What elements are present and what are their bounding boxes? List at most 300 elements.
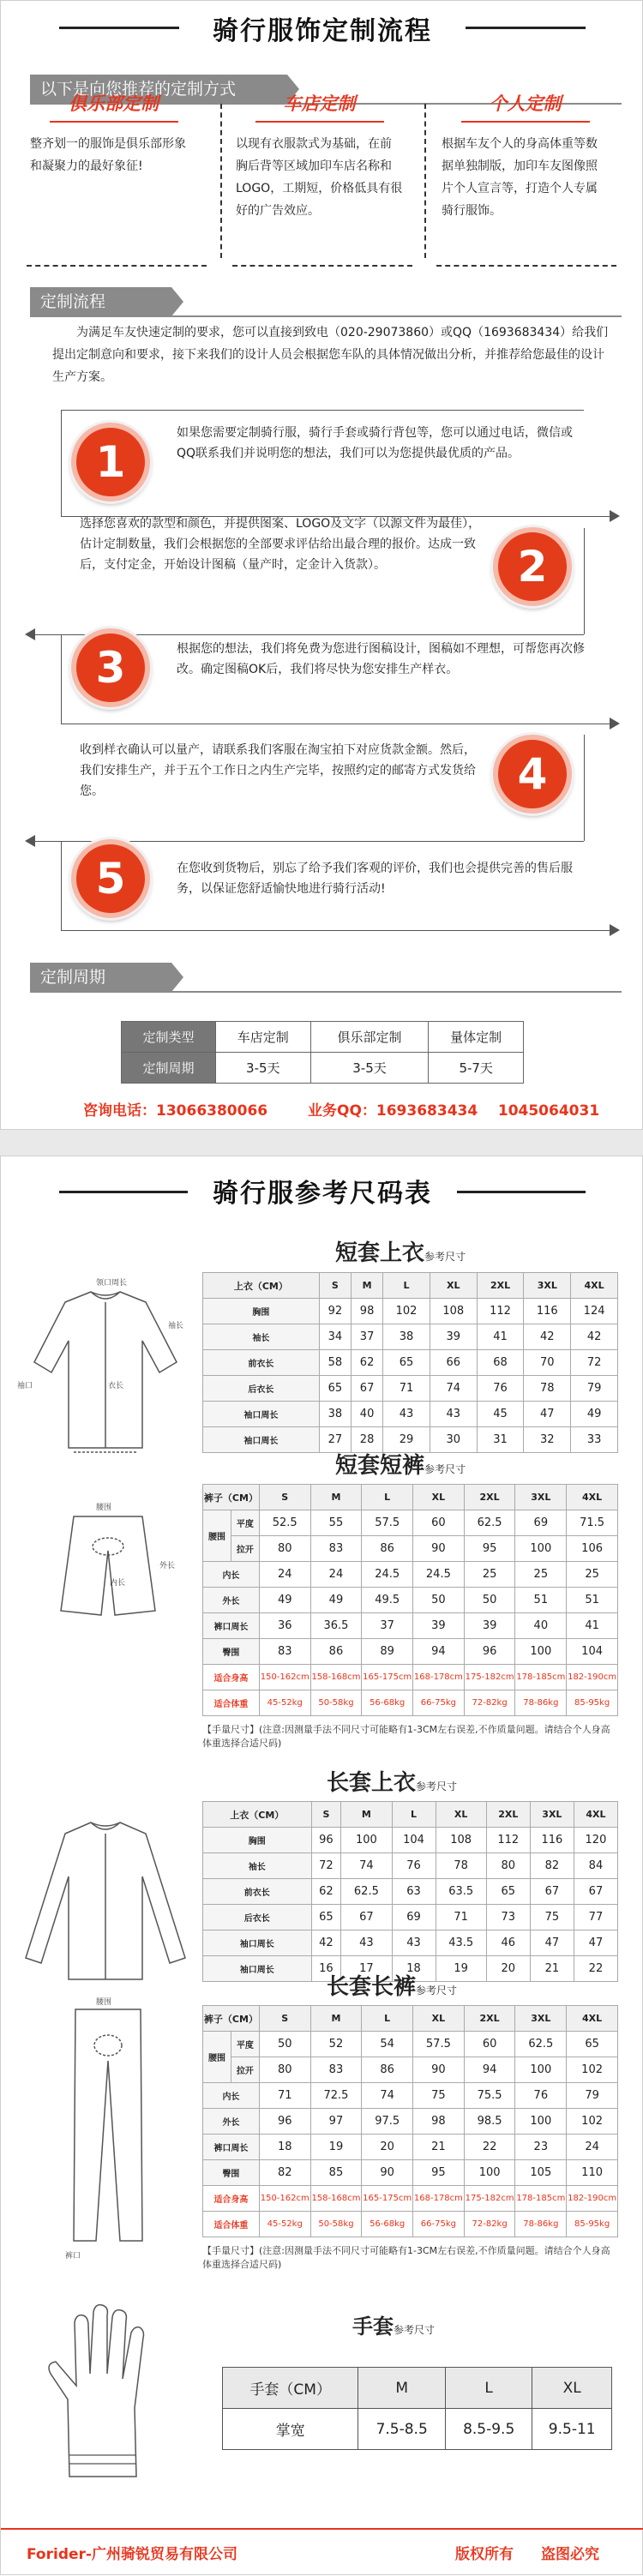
method-club-title: 俱乐部定制 <box>69 93 159 114</box>
table-cell: L <box>445 2368 532 2409</box>
table-header-cell: 上衣（CM） <box>203 1802 312 1828</box>
row-label: 臀围 <box>203 1639 260 1665</box>
title-line-left <box>59 1191 188 1193</box>
table-header-cell: L <box>383 1273 430 1299</box>
table-cell: 66 <box>430 1350 477 1376</box>
flow-banner-text: 定制流程 <box>40 292 106 311</box>
table-cell: 62.5 <box>515 2032 567 2057</box>
banner-tip <box>171 963 183 992</box>
table-cell: 65 <box>319 1376 351 1402</box>
table-cell: 19 <box>436 1956 486 1982</box>
table-cell: 47 <box>574 1930 617 1956</box>
table-cell: 102 <box>567 2109 618 2135</box>
table-cell: 36.5 <box>310 1613 362 1639</box>
table-cell: 43.5 <box>436 1930 486 1956</box>
diagram-label: 袖口 <box>17 1382 33 1390</box>
table-cell: 39 <box>413 1613 465 1639</box>
size-table-short-pants <box>202 1484 618 1716</box>
diagram-label: 袖长 <box>168 1322 184 1330</box>
table-cell: 100 <box>515 1536 567 1562</box>
fit-row <box>203 2212 618 2237</box>
table-cell: 165-175cm <box>362 2186 413 2212</box>
step-5-text: 在您收到货物后，别忘了给予我们客观的评价，我们也会提供完善的售后服务，以保证您舒适愉快地进行骑行活动! <box>177 862 573 896</box>
row-label: 后衣长 <box>203 1905 312 1930</box>
table-cell: 41 <box>567 1613 618 1639</box>
table-cell: 80 <box>259 1536 310 1562</box>
table-cell: 3-5天 <box>216 1053 311 1084</box>
table-cell: 21 <box>530 1956 574 1982</box>
table-title: 短套上衣 <box>335 1240 425 1266</box>
table-cell: 102 <box>567 2057 618 2083</box>
table-header-cell: 3XL <box>524 1273 571 1299</box>
table-cell: 18 <box>259 2135 310 2160</box>
table-header-cell: 3XL <box>515 1485 567 1510</box>
dash-divider <box>220 104 222 258</box>
table-cell: 适合体重 <box>203 2212 260 2237</box>
table-cell: 43 <box>430 1402 477 1427</box>
table-cell: 97.5 <box>362 2109 413 2135</box>
period-table <box>121 1021 524 1084</box>
table-cell: 24.5 <box>413 1562 465 1588</box>
table-cell: M <box>358 2368 446 2409</box>
step-4-badge <box>493 735 572 814</box>
dash-divider <box>436 265 616 267</box>
table-header-cell: 3XL <box>515 2006 567 2032</box>
table-row <box>203 1376 618 1402</box>
table-header-cell: S <box>311 1802 341 1828</box>
table-cell: 94 <box>413 1639 465 1665</box>
table-cell: 43 <box>392 1930 436 1956</box>
table-cell: 9.5-11 <box>532 2409 612 2450</box>
table-cell: 80 <box>259 2057 310 2083</box>
table-cell: 168-178cm <box>413 2186 465 2212</box>
table-cell: 82 <box>530 1853 574 1879</box>
glove-title: 手套 <box>352 2315 394 2339</box>
table-cell: 108 <box>430 1299 477 1324</box>
table-cell: 40 <box>515 1613 567 1639</box>
table-cell: 65 <box>383 1350 430 1376</box>
table-cell: 100 <box>464 2160 515 2186</box>
table-header-cell: XL <box>413 1485 465 1510</box>
table-row <box>203 1879 618 1905</box>
table-cell: 100 <box>515 2109 567 2135</box>
table-row <box>203 1930 618 1956</box>
table-cell: 18 <box>392 1956 436 1982</box>
table-row <box>203 1639 618 1665</box>
diagram-label: 裤口 <box>65 2252 81 2261</box>
table-header-cell: XL <box>430 1273 477 1299</box>
table-row <box>203 1613 618 1639</box>
table-cell: 72-82kg <box>464 2212 515 2237</box>
table-cell: 22 <box>574 1956 617 1982</box>
table-cell: 54 <box>362 2032 413 2057</box>
table-cell: 38 <box>383 1324 430 1350</box>
row-label: 裤口周长 <box>203 1613 260 1639</box>
arrow-icon <box>610 510 620 522</box>
row-label: 裤口周长 <box>203 2135 260 2160</box>
table-cell: 98.5 <box>464 2109 515 2135</box>
table-header-cell: L <box>362 1485 413 1510</box>
table-cell: 94 <box>464 2057 515 2083</box>
table-cell: 65 <box>486 1879 530 1905</box>
table-cell: 8.5-9.5 <box>445 2409 532 2450</box>
table-cell: 75 <box>530 1905 574 1930</box>
table-header-cell: 2XL <box>464 1485 515 1510</box>
table-cell: 60 <box>413 1510 465 1536</box>
table-cell: 60 <box>464 2032 515 2057</box>
process-title: 骑行服饰定制流程 <box>213 16 432 46</box>
arrow-icon <box>610 924 620 936</box>
table-header-cell: L <box>392 1802 436 1828</box>
diagram-label: 衣长 <box>108 1382 124 1390</box>
process-section <box>0 0 643 1130</box>
table-cell: 67 <box>341 1905 392 1930</box>
table-header-cell: 裤子（CM） <box>203 2006 260 2032</box>
table-cell: 158-168cm <box>310 1665 362 1690</box>
footer-company: Forider-广州骑锐贸易有限公司 <box>27 2546 237 2563</box>
period-banner-text: 定制周期 <box>40 968 106 987</box>
table-header-cell: S <box>259 2006 310 2032</box>
footer-warning: 盗图必究 <box>541 2546 599 2563</box>
table-cell: 106 <box>567 1536 618 1562</box>
table-cell: 98 <box>351 1299 382 1324</box>
table-header-row <box>203 1273 618 1299</box>
table-cell: 49 <box>571 1402 618 1427</box>
dash-divider <box>27 265 207 267</box>
table-cell: 21 <box>413 2135 465 2160</box>
table-cell: 38 <box>319 1402 351 1427</box>
row-group-label: 腰围 <box>203 1510 231 1562</box>
table-cell: 84 <box>574 1853 617 1879</box>
table-cell: 19 <box>310 2135 362 2160</box>
table-cell: 7.5-8.5 <box>358 2409 446 2450</box>
table-cell: 158-168cm <box>310 2186 362 2212</box>
table-row <box>203 1402 618 1427</box>
table-cell: 71 <box>259 2083 310 2109</box>
table-cell: 100 <box>515 2057 567 2083</box>
table-cell: 45 <box>477 1402 524 1427</box>
table-cell: 72.5 <box>310 2083 362 2109</box>
table-cell: 45-52kg <box>259 2212 310 2237</box>
long-jersey-drawing <box>26 1822 185 1979</box>
table-cell: 86 <box>362 2057 413 2083</box>
step-line <box>584 735 585 841</box>
step-2-number: 2 <box>517 542 548 591</box>
table-cell: 24 <box>259 1562 310 1588</box>
table-cell: 车店定制 <box>216 1022 311 1053</box>
step-line <box>61 410 584 411</box>
table-cell: 82 <box>259 2160 310 2186</box>
table-cell: 49 <box>259 1588 310 1613</box>
diagram-label: 腰围 <box>96 1998 112 2007</box>
shorts-drawing <box>61 1516 155 1615</box>
table-heading <box>327 1765 457 1797</box>
arrow-icon <box>25 835 35 847</box>
table-cell: 适合体重 <box>203 1690 260 1716</box>
table-cell: 83 <box>310 1536 362 1562</box>
row-label: 内长 <box>203 2083 260 2109</box>
table-cell: 120 <box>574 1828 617 1853</box>
step-1-number: 1 <box>95 437 126 487</box>
table-cell: 62 <box>351 1350 382 1376</box>
table-cell: 33 <box>571 1427 618 1453</box>
table-row <box>203 1536 618 1562</box>
table-cell: 50 <box>464 1588 515 1613</box>
table-cell: 25 <box>567 1562 618 1588</box>
table-row <box>203 1350 618 1376</box>
step-5-badge <box>71 839 150 918</box>
table-cell: 72-82kg <box>464 1690 515 1716</box>
table-header-cell: 4XL <box>571 1273 618 1299</box>
table-header-row <box>203 1485 618 1510</box>
table-cell: 适合身高 <box>203 2186 260 2212</box>
table-cell: 178-185cm <box>515 1665 567 1690</box>
unit-label: 参考尺寸 <box>416 1985 458 1997</box>
row-label: 拉开 <box>231 2057 259 2083</box>
step-3-badge <box>71 628 150 707</box>
table-cell: 37 <box>362 1613 413 1639</box>
table-cell: 165-175cm <box>362 1665 413 1690</box>
table-cell: 116 <box>524 1299 571 1324</box>
table-cell: 42 <box>311 1930 341 1956</box>
method-personal-text: 根据车友个人的身高体重等数据单独制版，加印车友图像照片个人宣言等，打造个人专属骑行服饰。 <box>442 137 598 218</box>
table-cell: 150-162cm <box>259 2186 310 2212</box>
table-cell: 85-95kg <box>567 2212 618 2237</box>
method-shop-text: 以现有衣服款式为基础，在前胸后背等区域加印车店名称和LOGO，工期短，价格低具有很好的广告效应。 <box>236 137 403 218</box>
diagram-label: 外长 <box>159 1562 176 1570</box>
table-header-cell: 4XL <box>567 2006 618 2032</box>
table-cell: 65 <box>567 2032 618 2057</box>
contact-qq: 业务QQ：1693683434 1045064031 <box>308 1102 600 1120</box>
step-2-badge <box>493 527 572 606</box>
table-header-cell: 3XL <box>530 1802 574 1828</box>
method-personal-title: 个人定制 <box>489 93 562 114</box>
table-header-cell: S <box>319 1273 351 1299</box>
row-label: 拉开 <box>231 1536 259 1562</box>
method-shop <box>219 83 420 265</box>
glove-table <box>222 2367 612 2450</box>
table-cell: 58 <box>319 1350 351 1376</box>
table-cell: 43 <box>341 1930 392 1956</box>
table-cell: 77 <box>574 1905 617 1930</box>
table-cell: 68 <box>477 1350 524 1376</box>
step-line <box>61 841 62 930</box>
table-cell: 85 <box>310 2160 362 2186</box>
table-cell: 90 <box>413 1536 465 1562</box>
flow-banner <box>30 287 171 316</box>
unit-label: 参考尺寸 <box>416 1780 458 1792</box>
step-line <box>584 528 585 634</box>
table-cell: 112 <box>477 1299 524 1324</box>
banner-tip <box>171 287 183 316</box>
table-cell: 49 <box>310 1588 362 1613</box>
table-cell: 25 <box>464 1562 515 1588</box>
table-cell: 52.5 <box>259 1510 310 1536</box>
table-header-cell: 2XL <box>464 2006 515 2032</box>
fit-row <box>203 1690 618 1716</box>
step-1-text: 如果您需要定制骑行服，骑行手套或骑行背包等，您可以通过电话，微信或QQ联系我们并说明您的想法，我们可以为您提供最优质的产品。 <box>177 426 573 460</box>
row-label: 胸围 <box>203 1299 320 1324</box>
table-heading <box>327 1969 457 2001</box>
table-cell: 手套（CM） <box>223 2368 358 2409</box>
table-cell: 168-178cm <box>413 1665 465 1690</box>
table-cell: 70 <box>524 1350 571 1376</box>
row-label: 袖长 <box>203 1853 312 1879</box>
table-cell: 30 <box>430 1427 477 1453</box>
table-cell: 50-58kg <box>310 2212 362 2237</box>
row-label: 前衣长 <box>203 1350 320 1376</box>
table-cell: 量体定制 <box>429 1022 524 1053</box>
table-cell: 182-190cm <box>567 1665 618 1690</box>
table-cell: 69 <box>515 1510 567 1536</box>
dash-divider <box>232 265 412 267</box>
table-cell: 100 <box>515 1639 567 1665</box>
table-cell: 75.5 <box>464 2083 515 2109</box>
table-cell: 49.5 <box>362 1588 413 1613</box>
table-cell: 83 <box>259 1639 310 1665</box>
row-label: 后衣长 <box>203 1376 320 1402</box>
recommend-banner-text: 以下是向您推荐的定制方式 <box>40 80 237 99</box>
row-label: 袖口周长 <box>203 1930 312 1956</box>
arrow-icon <box>25 628 35 640</box>
table-cell: 108 <box>436 1828 486 1853</box>
table-row <box>122 1022 524 1053</box>
table-cell: 75 <box>413 2083 465 2109</box>
table-cell: 66-75kg <box>413 2212 465 2237</box>
title-line-left <box>59 27 179 29</box>
table-cell: 20 <box>362 2135 413 2160</box>
table-cell: 83 <box>310 2057 362 2083</box>
step-4-text: 收到样衣确认可以量产，请联系我们客服在淘宝拍下对应货款金额。然后，我们安排生产，并于五个工作日之内生产完毕，按照约定的邮寄方式发货给您。 <box>80 743 476 798</box>
table-cell: 90 <box>413 2057 465 2083</box>
table-cell: 50 <box>259 2032 310 2057</box>
table-cell: 65 <box>311 1905 341 1930</box>
table-cell: 178-185cm <box>515 2186 567 2212</box>
table-cell: 定制周期 <box>122 1053 216 1084</box>
method-personal <box>424 83 626 265</box>
table-cell: 72 <box>311 1853 341 1879</box>
table-row <box>203 1324 618 1350</box>
size-table-long-pants <box>202 2005 618 2237</box>
table-cell: 50-58kg <box>310 1690 362 1716</box>
table-cell: 32 <box>524 1427 571 1453</box>
table-header-cell: 上衣（CM） <box>203 1273 320 1299</box>
table-header-cell: XL <box>413 2006 465 2032</box>
table-cell: 16 <box>311 1956 341 1982</box>
row-label: 袖口周长 <box>203 1956 312 1982</box>
table-row <box>203 1828 618 1853</box>
table-cell: 78 <box>524 1376 571 1402</box>
size-section <box>0 1156 643 2575</box>
table-cell: 104 <box>392 1828 436 1853</box>
row-label: 平度 <box>231 2032 259 2057</box>
row-label: 外长 <box>203 2109 260 2135</box>
table-header-row <box>203 2006 618 2032</box>
table-cell: 定制类型 <box>122 1022 216 1053</box>
table-cell: 72 <box>571 1350 618 1376</box>
step-line <box>61 410 62 516</box>
table-cell: 47 <box>524 1402 571 1427</box>
table-cell: 36 <box>259 1613 310 1639</box>
table-cell: 52 <box>310 2032 362 2057</box>
table-cell: 29 <box>383 1427 430 1453</box>
long-pants-drawing <box>74 2009 142 2241</box>
diagram-label: 内长 <box>110 1579 126 1588</box>
table-cell: 182-190cm <box>567 2186 618 2212</box>
row-group-label: 腰围 <box>203 2032 231 2083</box>
table-cell: 76 <box>477 1376 524 1402</box>
table-header-cell: L <box>362 2006 413 2032</box>
row-label: 内长 <box>203 1562 260 1588</box>
step-4-number: 4 <box>517 749 548 799</box>
step-line <box>61 634 62 724</box>
table-cell: 55 <box>310 1510 362 1536</box>
table-cell: 掌宽 <box>223 2409 358 2450</box>
table-header-cell: M <box>341 1802 392 1828</box>
table-cell: 104 <box>567 1639 618 1665</box>
table-cell: 67 <box>574 1879 617 1905</box>
table-cell: 85-95kg <box>567 1690 618 1716</box>
table-cell: 150-162cm <box>259 1665 310 1690</box>
table-row <box>203 1905 618 1930</box>
table-cell: 74 <box>341 1853 392 1879</box>
table-cell: 96 <box>464 1639 515 1665</box>
table-cell: 97 <box>310 2109 362 2135</box>
arrow-icon <box>610 718 620 730</box>
table-row <box>203 2160 618 2186</box>
table-cell: 42 <box>524 1324 571 1350</box>
table-cell: 98 <box>413 2109 465 2135</box>
table-cell: 39 <box>464 1613 515 1639</box>
table-row <box>203 1299 618 1324</box>
table-cell: 78-86kg <box>515 1690 567 1716</box>
table-cell: 78 <box>436 1853 486 1879</box>
table-cell: 63.5 <box>436 1879 486 1905</box>
table-row <box>223 2409 612 2450</box>
table-cell: 90 <box>362 2160 413 2186</box>
table-cell: 25 <box>515 1562 567 1588</box>
table-cell: 95 <box>413 2160 465 2186</box>
table-header-cell: 裤子（CM） <box>203 1485 260 1510</box>
step-1-badge <box>71 423 150 501</box>
table-cell: 116 <box>530 1828 574 1853</box>
long-diagram <box>14 1795 198 2275</box>
table-row <box>203 1853 618 1879</box>
table-cell: 89 <box>362 1639 413 1665</box>
short-jersey-drawing <box>34 1292 177 1452</box>
step-5-number: 5 <box>95 854 126 904</box>
table-cell: 37 <box>351 1324 382 1350</box>
fit-note: 【手量尺寸】(注意:因测量手法不同尺寸可能略有1-3CM左右误差,不作质量问题。请结合个人身高体重选择合适尺码) <box>202 2245 610 2270</box>
table-cell: 67 <box>351 1376 382 1402</box>
table-header-cell: 4XL <box>574 1802 617 1828</box>
fit-row <box>203 2186 618 2212</box>
table-cell: 102 <box>383 1299 430 1324</box>
table-cell: 66-75kg <box>413 1690 465 1716</box>
table-cell: 39 <box>430 1324 477 1350</box>
table-title: 短套短裤 <box>335 1453 425 1479</box>
table-title: 长套上衣 <box>327 1770 417 1796</box>
table-cell: 79 <box>571 1376 618 1402</box>
table-cell: 50 <box>413 1588 465 1613</box>
table-cell: 43 <box>383 1402 430 1427</box>
table-cell: 62 <box>311 1879 341 1905</box>
size-table-long-jersey <box>202 1801 618 1982</box>
table-cell: 47 <box>530 1930 574 1956</box>
table-cell: 适合身高 <box>203 1665 260 1690</box>
table-header-cell: 2XL <box>477 1273 524 1299</box>
table-header-cell: XL <box>436 1802 486 1828</box>
